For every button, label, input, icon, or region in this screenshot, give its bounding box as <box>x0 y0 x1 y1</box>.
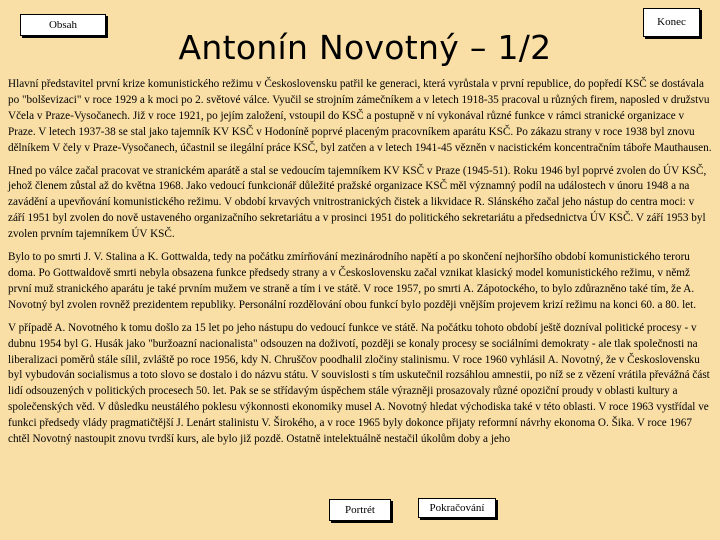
page-title: Antonín Novotný – 1/2 <box>178 28 552 67</box>
pokracovani-button[interactable]: Pokračování <box>418 498 496 518</box>
paragraph-4: V případě A. Novotného k tomu došlo za 15 let po jeho nástupu do vedoucí funkce ve státě. Na počátku tohoto období ještě dozníval politické procesy - v dubnu 1954 byl G. Husák jako "buržoazní nacionalista" odsouzen na doživotí, později se konaly procesy se sociálními demokraty - ale tlak společnosti na liberalizaci poměrů stále sílil, zvláště po roce 1956, kdy N. Chruščov poodhalil zločiny stalinismu. V roce 1960 vyhlásil A. Novotný, že v Československu byl vybudován socialismus a toto slovo se dostalo i do názvu státu. V souvislosti s tím uskutečnil rozsáhlou amnestii, po níž se z vězení vrátila převážná část lidí odsouzených v politických procesech 50. let. Pak se se střídavým úspěchem stále výrazněji prosazovaly různé opoziční proudy v oblasti kultury a společenských věd. V důsledku neustálého poklesu výkonnosti ekonomiky musel A. Novotný hledat východiska také v této oblasti. V roce 1963 vystřídal ve funkci předsedy vlády pragmatičtější J. Lenárt stalinistu V. Širokého, a v roce 1965 byly dokonce přijaty reformní návrhy ekonoma O. Šika. V roce 1967 chtěl Novotný nastoupit znovu tvrdší kurs, ale bylo již pozdě. Ostatně intelektuálně nestačil úkolům doby a jeho <box>8 321 710 446</box>
paragraph-1: Hlavní představitel první krize komunistického režimu v Československu patřil ke generaci, která vyrůstala v první republice, do popředí KSČ se dostávala po "bolševizaci" v roce 1929 a k moci po 2. světové válce. Vyučil se strojním zámečníkem a v letech 1918-35 pracoval u různých firem, naposled v družstvu Včela v Praze-Vysočanech. Již v roce 1921, po jejím založení, vstoupil do KSČ a postupně v ní vykonával různé funkce v rámci stranické organizace v Praze. V letech 1937-38 se stal jako tajemník KV KSČ v Hodoníně poprvé placeným pracovníkem aparátu KSČ. Po zákazu strany v roce 1938 byl znovu dělníkem V čely v Praze-Vysočanech, účastnil se ilegální práce KSČ, byl zatčen a v letech 1941-45 vězněn v nacistickém koncentračním táboře Mauthausen. <box>8 78 712 154</box>
obsah-button[interactable]: Obsah <box>20 14 106 36</box>
portret-button[interactable]: Portrét <box>329 499 391 521</box>
konec-button[interactable]: Konec <box>643 8 700 37</box>
paragraph-2: Hned po válce začal pracovat ve stranickém aparátě a stal se vedoucím tajemníkem KV KSČ v Praze (1945-51). Roku 1946 byl poprvé zvolen do ÚV KSČ, jehož členem zůstal až do května 1968. Jako vedoucí funkcionář důležité pražské organizace KSČ měl významný podíl na událostech v únoru 1948 a na zavádění a upevňování komunistického režimu. V období krvavých vnitrostranických čistek a likvidace R. Slánského začal jeho nástup do centra moci: v září 1951 byl zvolen do nově ustaveného organizačního sekretariátu a v prosinci 1951 do politického sekretariátu a předsednictva ÚV KSČ. V září 1953 byl zvolen prvním tajemníkem ÚV KSČ. <box>8 164 707 241</box>
paragraph-3: Bylo to po smrti J. V. Stalina a K. Gottwalda, tedy na počátku zmírňování mezinárodního napětí a po skončení nejhoršího období komunistického teroru doma. Po Gottwaldově smrti nebyla obsazena funkce předsedy strany a v Československu začal vznikat klasický model komunistického režimu, v němž první muž stranického aparátu je také prvním mužem ve straně a tím i ve státě. V roce 1957, po smrti A. Zápotockého, to bylo zdůrazněno také tím, že A. Novotný byl zvolen rovněž prezidentem republiky. Personální rozdělování obou funkcí bylo později vnějším projevem krizí režimu na konci 60. a 80. let. <box>8 251 697 311</box>
text-content <box>8 77 712 455</box>
